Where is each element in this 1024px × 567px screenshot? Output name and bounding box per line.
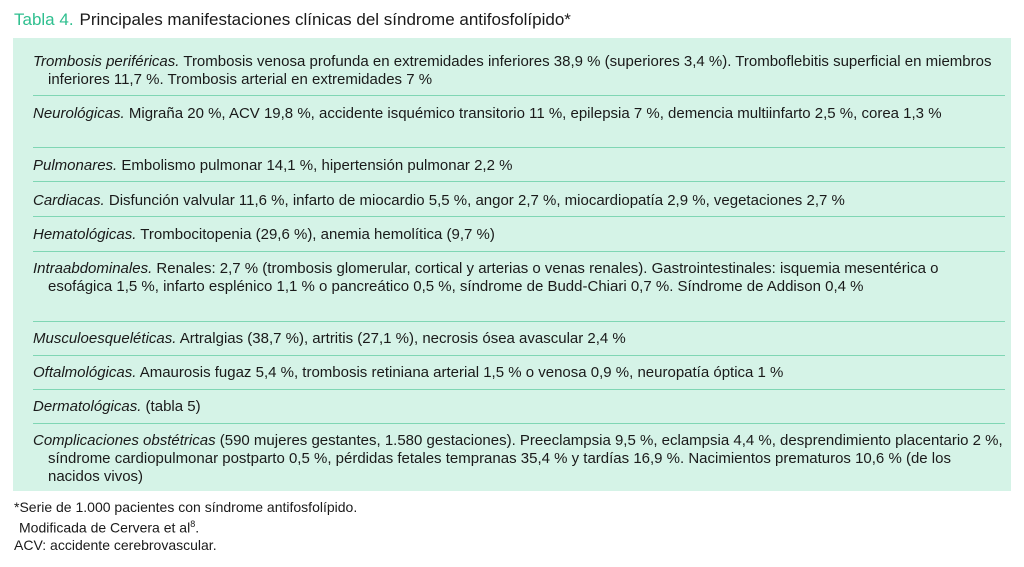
table-row	[33, 260, 1005, 296]
table-row	[33, 157, 1005, 175]
table-row	[33, 105, 1005, 123]
table-row	[33, 330, 1005, 348]
row-text: Artralgias (38,7 %), artritis (27,1 %), necrosis ósea avascular 2,4 %	[176, 330, 626, 347]
row-text: Trombocitopenia (29,6 %), anemia hemolítica (9,7 %)	[136, 226, 495, 243]
table-title: Principales manifestaciones clínicas del síndrome antifosfolípido*	[79, 10, 571, 29]
row-text: Trombosis venosa profunda en extremidades inferiores 38,9 % (superiores 3,4 %). Tromboflebitis superficial en miembros inferiores 11,7 %. Trombosis arterial en extremidades 7 %	[48, 53, 992, 88]
footnote-reference: 8	[190, 519, 196, 529]
row-divider	[33, 95, 1005, 96]
row-label: Oftalmológicas.	[33, 364, 137, 381]
table-number: Tabla 4.	[14, 10, 74, 29]
footnote-source-text: Modificada de Cervera et al	[19, 519, 191, 536]
row-divider	[33, 181, 1005, 182]
row-text: Disfunción valvular 11,6 %, infarto de miocardio 5,5 %, angor 2,7 %, miocardiopatía 2,9 %, vegetaciones 2,7 %	[104, 192, 845, 209]
row-label: Trombosis periféricas.	[33, 53, 180, 70]
table-row	[33, 398, 1005, 416]
row-label: Dermatológicas.	[33, 398, 142, 415]
footnotes	[14, 499, 357, 554]
table-row	[33, 226, 1005, 244]
table-row	[33, 432, 1005, 486]
footnote-source-end: .	[195, 519, 200, 536]
footnote-series: *Serie de 1.000 pacientes con síndrome antifosfolípido.	[14, 499, 358, 515]
row-label: Hematológicas.	[33, 226, 137, 243]
row-text: Migraña 20 %, ACV 19,8 %, accidente isquémico transitorio 11 %, epilepsia 7 %, demencia multiinfarto 2,5 %, corea 1,3 %	[124, 105, 942, 122]
row-text: Embolismo pulmonar 14,1 %, hipertensión pulmonar 2,2 %	[117, 157, 513, 174]
row-text: Amaurosis fugaz 5,4 %, trombosis retiniana arterial 1,5 % o venosa 0,9 %, neuropatía óptica 1 %	[136, 364, 784, 381]
row-label: Musculoesqueléticas.	[33, 330, 177, 347]
row-label: Neurológicas.	[33, 105, 125, 122]
row-label: Cardiacas.	[33, 192, 105, 209]
table-panel	[13, 38, 1011, 491]
table-caption	[14, 9, 571, 31]
footnote-source	[14, 516, 357, 537]
row-divider	[33, 216, 1005, 217]
row-divider	[33, 355, 1005, 356]
row-label: Pulmonares.	[33, 157, 118, 174]
row-text: (590 mujeres gestantes, 1.580 gestaciones). Preeclampsia 9,5 %, eclampsia 4,4 %, desprendimiento placentario 2 %, síndrome cardiopulmonar postparto 0,5 %, pérdidas fetales tempranas 35,4 % y tardías 16,9 %. Nacimientos prematuros 10,6 % (de los nacidos vivos)	[48, 432, 1003, 485]
row-divider	[33, 251, 1005, 252]
row-label: Complicaciones obstétricas	[33, 432, 216, 449]
row-divider	[33, 389, 1005, 390]
row-text: Renales: 2,7 % (trombosis glomerular, cortical y arterias o venas renales). Gastrointestinales: isquemia mesentérica o esofágica 1,5 %, infarto esplénico 1,1 % o pancreático 0,5 %, síndrome de Budd-Chiari 0,7 %. Síndrome de Addison 0,4 %	[48, 260, 939, 295]
row-label: Intraabdominales.	[33, 260, 153, 277]
table-row	[33, 192, 1005, 210]
table-row	[33, 364, 1005, 382]
footnote-abbreviation: ACV: accidente cerebrovascular.	[14, 536, 217, 553]
row-divider	[33, 147, 1005, 148]
row-divider	[33, 321, 1005, 322]
row-text: (tabla 5)	[141, 398, 201, 415]
table-row	[33, 53, 1005, 89]
row-divider	[33, 423, 1005, 424]
